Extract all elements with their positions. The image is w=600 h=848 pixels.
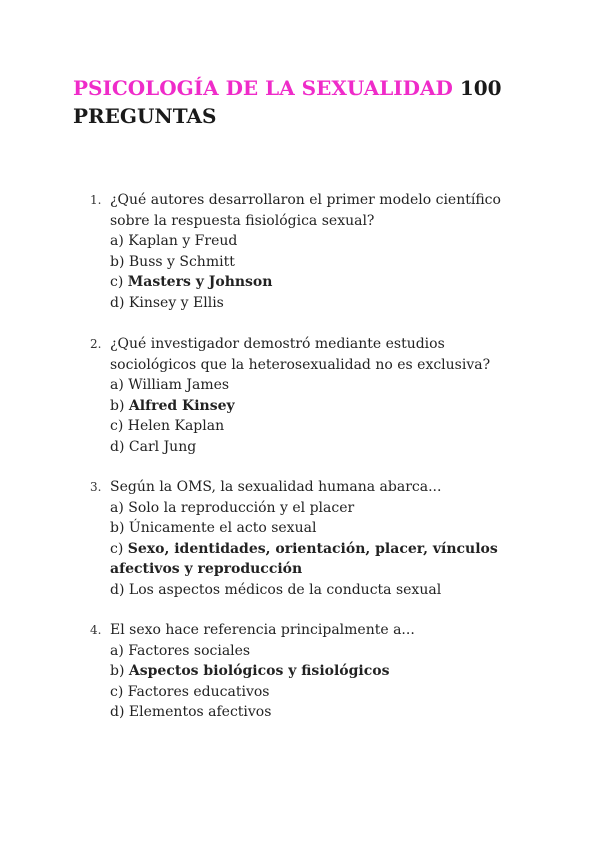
question-number: 1. (90, 193, 102, 207)
option-d: d) Los aspectos médicos de la conducta sexual (110, 581, 442, 598)
question-3 (90, 477, 530, 600)
option-d: d) Elementos afectivos (110, 704, 272, 720)
option-b: b) Buss y Schmitt (110, 253, 235, 270)
title-highlight: PSICOLOGÍA DE LA SEXUALIDAD (73, 76, 453, 100)
question-text: Según la OMS, la sexualidad humana abarca... (110, 479, 442, 495)
option-b: b) Alfred Kinsey (110, 397, 235, 414)
option-b: b) Únicamente el acto sexual (110, 520, 317, 536)
question-text: ¿Qué investigador demostró mediante estudios sociológicos que la heterosexualidad no es exclusiva? (110, 336, 491, 373)
option-c: c) Factores educativos (110, 683, 270, 700)
option-c: c) Helen Kaplan (110, 418, 225, 434)
option-a: a) Factores sociales (110, 642, 251, 659)
option-a: a) William James (110, 377, 230, 393)
question-2 (90, 334, 530, 457)
question-number: 2. (90, 337, 102, 351)
question-4 (90, 620, 530, 723)
page-title (73, 74, 543, 130)
option-c: c) Sexo, identidades, orientación, placer, vínculos afectivos y reproducción (110, 540, 498, 577)
question-number: 3. (90, 480, 102, 494)
question-text: El sexo hace referencia principalmente a... (110, 622, 415, 638)
option-a: a) Solo la reproducción y el placer (110, 499, 355, 516)
option-d: d) Carl Jung (110, 438, 197, 455)
option-a: a) Kaplan y Freud (110, 233, 238, 249)
option-c: c) Masters y Johnson (110, 274, 273, 290)
question-text: ¿Qué autores desarrollaron el primer modelo científico sobre la respuesta fisiológica sexual? (110, 192, 501, 229)
option-d: d) Kinsey y Ellis (110, 294, 224, 311)
question-number: 4. (90, 623, 102, 637)
title-rest: 100 PREGUNTAS (73, 76, 502, 128)
option-b: b) Aspectos biológicos y fisiológicos (110, 663, 390, 679)
question-1 (90, 190, 530, 313)
